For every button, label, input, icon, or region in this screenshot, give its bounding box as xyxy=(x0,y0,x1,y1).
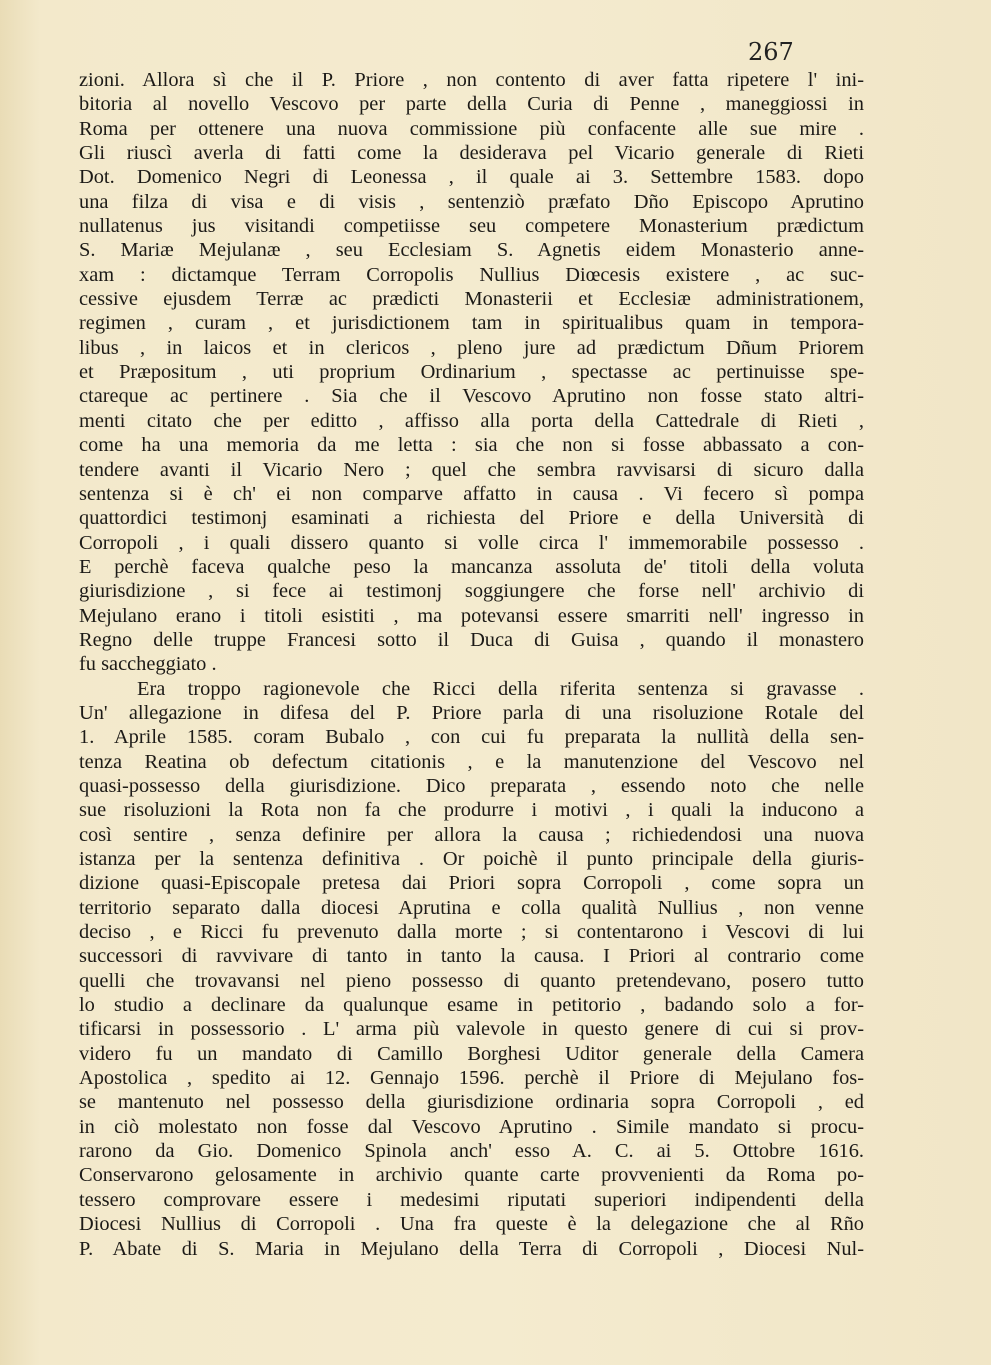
text-line: videro fu un mandato di Camillo Borghesi Uditor generale della Camera xyxy=(79,1042,864,1065)
text-line: Apostolica , spedito ai 12. Gennajo 1596. perchè il Priore di Mejulano fos- xyxy=(79,1067,864,1090)
text-line: lo studio a declinare da qualunque esame in petitorio , badando solo a for- xyxy=(79,994,864,1017)
text-line: regimen , curam , et jurisdictionem tam in spiritualibus quam in tempora- xyxy=(79,312,864,335)
text-line: successori di ravvivare di tanto in tanto la causa. I Priori al contrario come xyxy=(79,945,864,968)
text-line: Roma per ottenere una nuova commissione più confacente alle sue mire . xyxy=(79,117,864,140)
text-line: xam : dictamque Terram Corropolis Nullius Diœcesis existere , ac suc- xyxy=(79,263,864,286)
text-line: quasi-possesso della giurisdizione. Dico preparata , essendo noto che nelle xyxy=(79,774,864,797)
text-line: sentenza si è ch' ei non comparve affatto in causa . Vi fecero sì pompa xyxy=(79,482,864,505)
text-line: zioni. Allora sì che il P. Priore , non contento di aver fatta ripetere l' ini- xyxy=(79,69,864,91)
text-line: tenza Reatina ob defectum citationis , e la manutenzione del Vescovo nel xyxy=(79,750,864,773)
text-line: Dot. Domenico Negri di Leonessa , il quale ai 3. Settembre 1583. dopo xyxy=(79,166,864,189)
text-line: giurisdizione , si fece ai testimonj soggiungere che forse nell' archivio di xyxy=(79,580,864,603)
text-line: tessero comprovare essere i medesimi riputati superiori indipendenti della xyxy=(79,1188,864,1211)
text-line: E perchè faceva qualche peso la mancanza assoluta de' titoli della voluta xyxy=(79,555,864,578)
text-line: cessive ejusdem Terræ ac prædicti Monasterii et Ecclesiæ administrationem, xyxy=(79,288,864,311)
text-line: quelli che trovavansi nel pieno possesso di quanto pretendevano, posero tutto xyxy=(79,969,864,992)
text-line: istanza per la sentenza definitiva . Or poichè il punto principale della giuris- xyxy=(79,848,864,870)
text-line: se mantenuto nel possesso della giurisdizione ordinaria sopra Corropoli , ed xyxy=(79,1091,864,1114)
text-line: Era troppo ragionevole che Ricci della riferita sentenza si gravasse . xyxy=(137,677,864,700)
text-line: Gli riuscì averla di fatti come la desiderava pel Vicario generale di Rieti xyxy=(79,142,864,165)
body-text xyxy=(79,68,864,1261)
page-number: 267 xyxy=(748,38,794,66)
text-line: rarono da Gio. Domenico Spinola anch' esso A. C. ai 5. Ottobre 1616. xyxy=(79,1140,864,1163)
text-line: menti citato che per editto , affisso alla porta della Cattedrale di Rieti , xyxy=(79,409,864,432)
text-line: come ha una memoria da me letta : sia che non si fosse abbassato a con- xyxy=(79,434,864,457)
text-line: ctareque ac pertinere . Sia che il Vescovo Aprutino non fosse stato altri- xyxy=(79,385,864,408)
text-line: libus , in laicos et in clericos , pleno jure ad prædictum Dñum Priorem xyxy=(79,336,864,359)
text-line: nullatenus jus visitandi competiisse seu competere Monasterium prædictum xyxy=(79,215,864,238)
text-line: bitoria al novello Vescovo per parte della Curia di Penne , maneggiossi in xyxy=(79,93,864,116)
text-line: in ciò molestato non fosse dal Vescovo Aprutino . Simile mandato si procu- xyxy=(79,1115,864,1138)
text-line: tendere avanti il Vicario Nero ; quel che sembra ravvisarsi di sicuro dalla xyxy=(79,458,864,481)
text-line: quattordici testimonj esaminati a richiesta del Priore e della Università di xyxy=(79,507,864,530)
text-line: Regno delle truppe Francesi sotto il Duca di Guisa , quando il monastero xyxy=(79,628,864,651)
text-line: territorio separato dalla diocesi Aprutina e colla qualità Nullius , non venne xyxy=(79,896,864,919)
text-line: sue risoluzioni la Rota non fa che produrre i motivi , i quali la inducono a xyxy=(79,799,864,822)
text-line: 1. Aprile 1585. coram Bubalo , con cui fu preparata la nullità della sen- xyxy=(79,726,864,749)
text-line: et Præpositum , uti proprium Ordinarium , spectasse ac pertinuisse spe- xyxy=(79,361,864,384)
text-line: Mejulano erano i titoli esistiti , ma potevansi essere smarriti nell' ingresso in xyxy=(79,604,864,627)
text-line: P. Abate di S. Maria in Mejulano della Terra di Corropoli , Diocesi Nul- xyxy=(79,1237,864,1260)
text-line: così sentire , senza definire per allora la causa ; richiedendosi una nuova xyxy=(79,823,864,846)
text-line: fu saccheggiato . xyxy=(79,653,217,676)
text-line: S. Mariæ Mejulanæ , seu Ecclesiam S. Agnetis eidem Monasterio anne- xyxy=(79,239,864,262)
text-line: una filza di visa e di visis , sentenziò præfato Dño Episcopo Aprutino xyxy=(79,190,864,213)
text-line: Diocesi Nullius di Corropoli . Una fra queste è la delegazione che al Rño xyxy=(79,1213,864,1236)
text-line: Corropoli , i quali dissero quanto si volle circa l' immemorabile possesso . xyxy=(79,531,864,554)
text-line: tificarsi in possessorio . L' arma più valevole in questo genere di cui si prov- xyxy=(79,1018,864,1041)
text-line: dizione quasi-Episcopale pretesa dai Priori sopra Corropoli , come sopra un xyxy=(79,872,864,895)
text-line: Conservarono gelosamente in archivio quante carte provvenienti da Roma po- xyxy=(79,1164,864,1187)
text-line: Un' allegazione in difesa del P. Priore parla di una risoluzione Rotale del xyxy=(79,701,864,724)
text-line: deciso , e Ricci fu prevenuto dalla morte ; si contentarono i Vescovi di lui xyxy=(79,921,864,944)
